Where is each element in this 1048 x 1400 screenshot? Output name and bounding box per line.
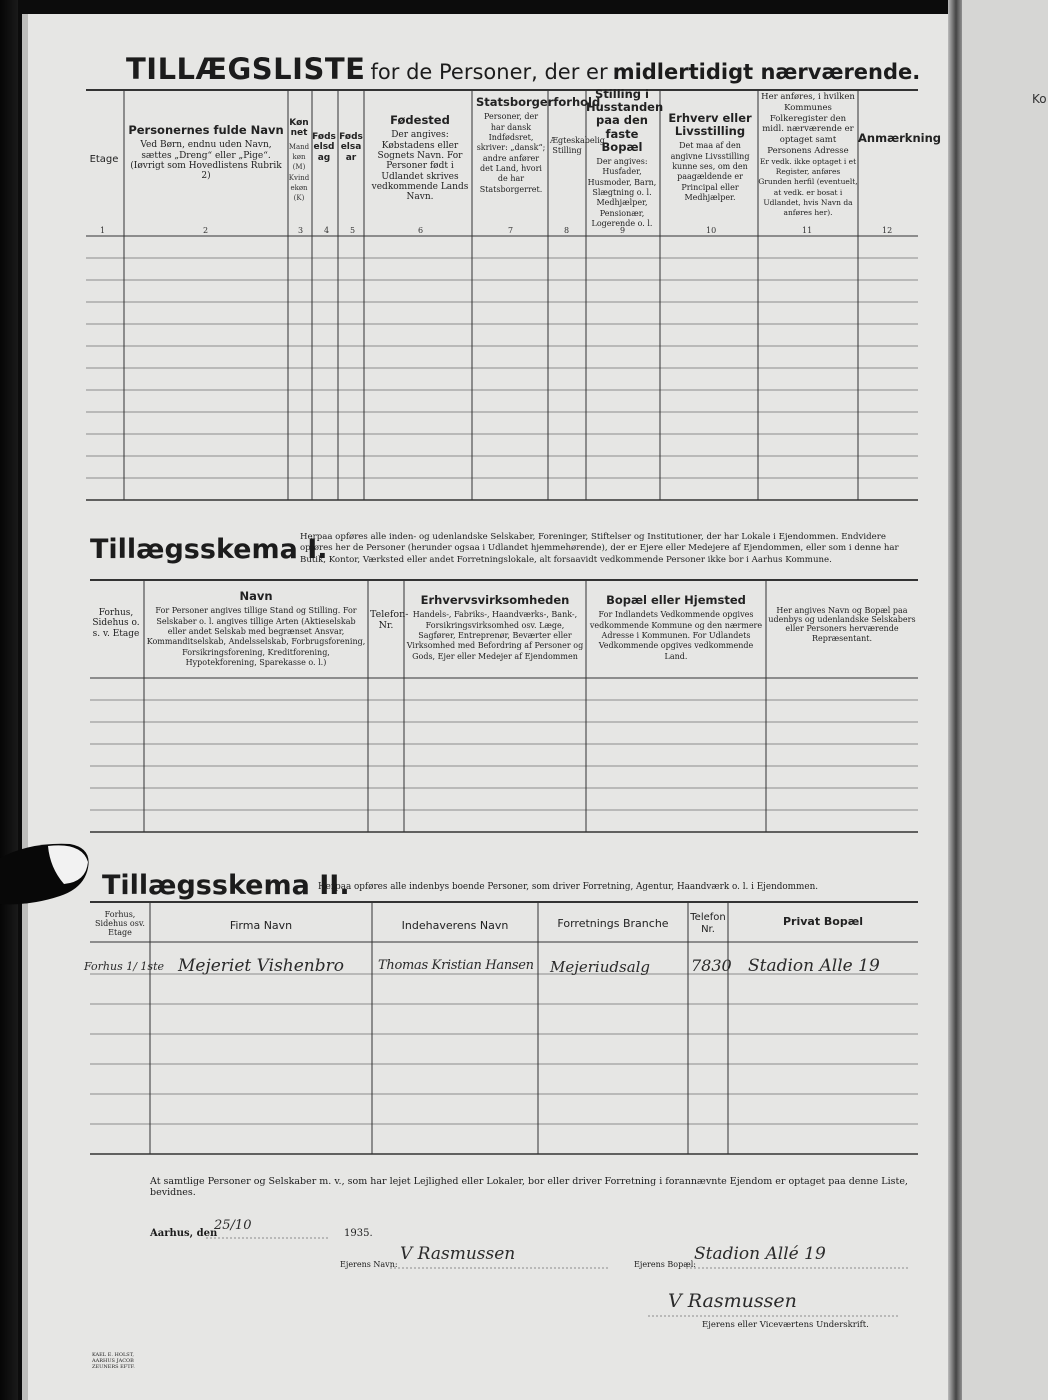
facing-page-margin-text: Ko	[1032, 92, 1047, 106]
col6-header: Fødested Der angives: Købstadens eller Sognets Navn. For Personer født i Udlandet skrives vedkommende Lands Navn.	[371, 113, 469, 203]
owner-name-label: Ejerens Navn:	[340, 1260, 398, 1269]
colnum-8: 8	[564, 226, 570, 235]
footer-date: 25/10	[214, 1218, 252, 1233]
s2-col3-header: Indehaverens Navn	[401, 919, 509, 932]
owner-name-hw: V Rasmussen	[400, 1244, 516, 1264]
footer-place: Aarhus, den	[150, 1228, 218, 1239]
colnum-1: 1	[100, 226, 106, 235]
col7-header: Statsborgerforhold Personer, der har dansk Indfødsret, skriver: „dansk“; andre anfører det Land, hvori de har Statsborgerret.	[476, 95, 601, 194]
signature-label: Ejerens eller Viceværtens Underskrift.	[702, 1320, 869, 1330]
colnum-2: 2	[203, 226, 209, 235]
s1-col4-header: Erhvervsvirksomheden Handels-, Fabriks-, Haandværks-, Bank-, Forsikringsvirksomhed osv. Læge, Sagfører, Entreprenør, Beværter eller Virksomhed med Befordring af Personer og Gods, Ejer eller Medejer af Ejendommen	[406, 593, 584, 661]
col10-header: Erhverv eller Livsstilling Det maa af den angivne Livsstilling kunne ses, om den paagældende er Principal eller Medhjælper.	[668, 111, 752, 203]
skema2-title: Tillægsskema II.	[102, 870, 350, 901]
skema1-title: Tillægsskema I.	[90, 534, 328, 565]
thumb-shape	[0, 838, 90, 908]
entry-etage: Forhus 1/ 1ste	[84, 960, 164, 973]
col5-header: Fødselsaar	[339, 132, 363, 163]
colnum-10: 10	[706, 226, 717, 235]
entry-firma: Mejeriet Vishenbro	[178, 956, 344, 976]
owner-address-label: Ejerens Bopæl:	[634, 1260, 697, 1269]
printer-mark: KAEL E. HOLST, AARHUS JACOB ZEUNERS EFTF.	[92, 1352, 135, 1370]
colnum-4: 4	[324, 226, 330, 235]
s2-col5-header: Telefon Nr.	[690, 912, 726, 935]
col3-header: Kønnet Mandkøn (M) Kvindekøn (K)	[288, 118, 310, 203]
entry-indehaver: Thomas Kristian Hansen	[378, 958, 534, 973]
footer-statement: At samtlige Personer og Selskaber m. v., som har lejet Lejlighed eller Lokaler, bor eller driver Forretning i forannævnte Ejendom er optaget paa denne Liste, bevidnes.	[150, 1176, 908, 1198]
entry-telefon: 7830	[691, 956, 732, 975]
col4-header: Fødselsdag	[312, 132, 336, 163]
s1-col5-header: Bopæl eller Hjemsted For Indlandets Vedkommende opgives vedkommende Kommune og den nærmere Adresse i Kommunen. For Udlandets Vedkommende opgives vedkommende Land.	[589, 593, 763, 661]
title-end: midlertidigt nærværende.	[612, 60, 921, 84]
col9-header: Stilling i Husstanden paa den faste Bopæl Der angives: Husfader, Husmoder, Barn, Slægtning o. l. Medhjælper, Pensionær, Logerende o. l.	[586, 87, 664, 229]
document-page	[22, 14, 952, 1400]
s1-col3-header: Telefon-Nr.	[370, 609, 409, 631]
entry-branche: Mejeriudsalg	[550, 958, 651, 976]
colnum-7: 7	[508, 226, 514, 235]
owner-address-hw: Stadion Allé 19	[694, 1244, 826, 1264]
colnum-9: 9	[620, 226, 626, 235]
skema2-description: Herpaa opføres alle indenbys boende Personer, som driver Forretning, Agentur, Haandværk o. l. i Ejendommen.	[318, 882, 819, 892]
colnum-3: 3	[298, 226, 304, 235]
s2-col6-header: Privat Bopæl	[782, 915, 864, 928]
s2-col1-header: Forhus, Sidehus osv. Etage	[95, 910, 145, 938]
facing-page	[962, 0, 1048, 1400]
book-edge	[0, 0, 18, 1400]
s1-col6-header: Her angives Navn og Bopæl paa udenbys og udenlandske Selskabers eller Personers herværende Repræsentant.	[768, 606, 916, 643]
s1-col1-header: Forhus, Sidehus o. s. v. Etage	[92, 608, 140, 639]
title-bold: TILLÆGSLISTE	[126, 52, 366, 86]
colnum-12: 12	[882, 226, 893, 235]
colnum-5: 5	[350, 226, 356, 235]
s2-col4-header: Forretnings Branche	[557, 917, 669, 930]
col2-header: Personernes fulde Navn Ved Børn, endnu uden Navn, sættes „Dreng“ eller „Pige“. (Iøvrigt som Hovedlistens Rubrik 2)	[128, 123, 284, 182]
col11-header: Her anføres, i hvilken Kommunes Folkeregister den midl. nærværende er optaget samt Personens Adresse Er vedk. ikke optaget i et Register, anføres Grunden herfil (eventuelt, at vedk. er bosat i Udlandet, hvis Navn da anføres her).	[758, 92, 858, 218]
s1-col2-header: Navn For Personer angives tillige Stand og Stilling. For Selskaber o. l. angives tillige Arten (Aktieselskab eller andet Selskab med begrænset Ansvar, Kommanditselskab, Andelsselskab, Forbrugsforening, Forsikringsforening, Kreditforening, Hypotekforening, Sparekasse o. l.)	[146, 589, 366, 667]
skema1-description: Herpaa opføres alle inden- og udenlandske Selskaber, Foreninger, Stiftelser og Institutioner, der har Lokale i Ejendommen. Endvidere opføres her de Personer (herunder ogsaa i Udlandet hjemmehørende), der er Ejere eller Medejere af Ejendommen, eller som i denne har Butik, Kontor, Værksted eller andet Forretningslokale, alt forsaavidt vedkommende Personer ikke bor i Aarhus Kommune.	[300, 532, 899, 565]
col12-header: Anmærkning	[858, 131, 941, 145]
colnum-6: 6	[418, 226, 424, 235]
colnum-11: 11	[802, 226, 813, 235]
col8-header: Ægteskabelig Stilling	[550, 136, 605, 156]
footer-year: 1935.	[344, 1228, 373, 1239]
col1-header: Etage	[89, 154, 119, 165]
signature-hw: V Rasmussen	[668, 1290, 797, 1312]
s2-col2-header: Firma Navn	[229, 919, 293, 932]
entry-bopael: Stadion Alle 19	[748, 956, 880, 976]
title-rest: for de Personer, der er	[370, 60, 608, 84]
